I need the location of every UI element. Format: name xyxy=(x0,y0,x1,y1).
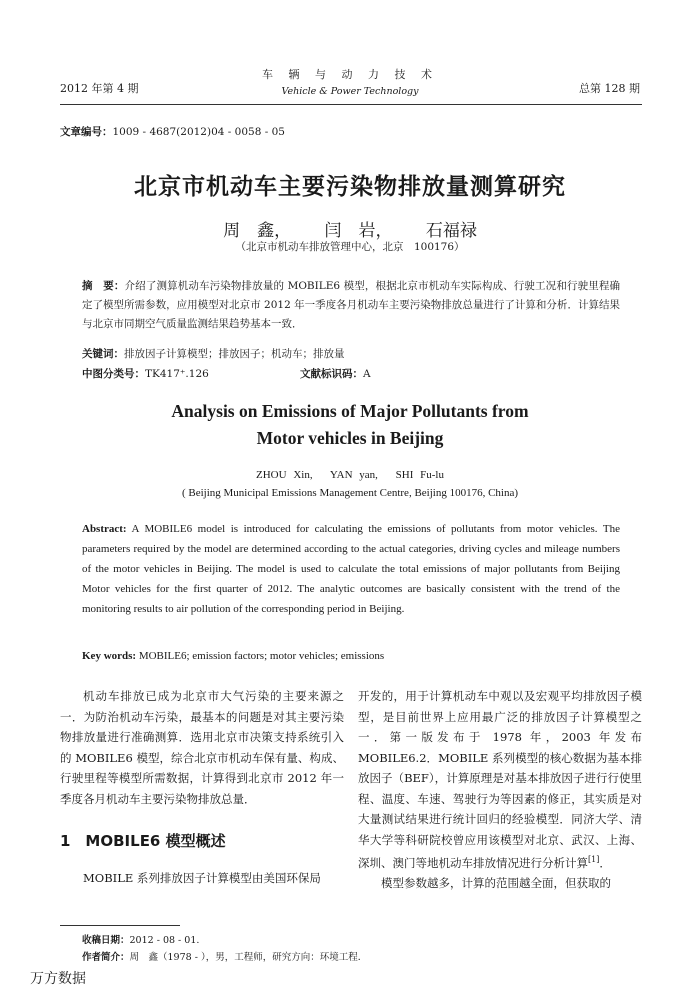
abstract-cn-label: 摘 要： xyxy=(82,280,125,292)
author-cn: 石福禄 xyxy=(425,221,477,241)
classification-value: TK417⁺.126 xyxy=(145,368,209,380)
abstract-cn-text: 介绍了测算机动车污染物排放量的 MOBILE6 模型，根据北京市机动车实际构成、行驶工况和行驶里程确定了模型所需参数，应用模型对北京市 2012 年一季度各月机动车主要污染物排放总量进行了计算和分析．计算结果与北京市同期空气质量监测结果趋势基本一致． xyxy=(82,280,620,330)
author-bio-label: 作者简介： xyxy=(82,952,130,963)
journal-title-en: Vehicle & Power Technology xyxy=(281,86,419,97)
abstract-en-label: Abstract: xyxy=(82,523,127,535)
journal-title-cn: 车 辆 与 动 力 技 术 xyxy=(262,68,438,81)
authors-cn xyxy=(0,216,700,241)
section-heading: 1 MOBILE6 模型概述 xyxy=(60,832,226,850)
citation-ref: [1] xyxy=(588,855,600,864)
footnote-received xyxy=(82,932,199,946)
keywords-cn-label: 关键词： xyxy=(82,348,124,360)
footnote-author xyxy=(82,949,367,963)
footnote-rule xyxy=(60,925,180,926)
abstract-en xyxy=(82,519,620,619)
author-bio: 周 鑫（1978 - ），男，工程师，研究方向：环境工程． xyxy=(129,952,368,963)
authors-en: ZHOU Xin, YAN yan, SHI Fu-lu xyxy=(256,469,444,481)
document-code-value: A xyxy=(363,368,371,380)
body-column-left xyxy=(60,686,344,888)
classification-label: 中图分类号： xyxy=(82,368,145,380)
body-text: 开发的，用于计算机动车中观以及宏观平均排放因子模型，是目前世界上应用最广泛的排放因子计算模型之一．第一版发布于 1978 年，2003 年发布 MOBILE6.2．MOBILE 系列模型的核心数据为基本排放因子（BEF），计算原理是对基本排放因子进行行使里程、温度、车速、驾驶行为等因素的修正，其实质是对大量测试结果进行统计回归的经验模型．同济大学、清华大学等科研院校曾应用该模型对北京、武汉、上海、深圳、澳门等地机动车排放情况进行分析计算 xyxy=(358,689,642,870)
paper-title-en-line: Motor vehicles in Beijing xyxy=(256,428,444,448)
keywords-en-label: Key words: xyxy=(82,650,137,662)
affiliation-en: ( Beijing Municipal Emissions Management Centre, Beijing 100176, China) xyxy=(181,487,519,499)
body-paragraph: 机动车排放已成为北京市大气污染的主要来源之一．为防治机动车污染，最基本的问题是对其主要污染物排放量进行准确测算．选用北京市决策支持系统引入的 MOBILE6 模型，综合北京市机动车保有量、构成、行驶里程等模型所需数据，计算得到北京市 2012 年一季度各月机动车主要污染物排放总量． xyxy=(60,689,344,806)
author-cn: 闫 岩， xyxy=(324,221,393,241)
received-label: 收稿日期： xyxy=(82,935,130,946)
keywords-en-text: MOBILE6; emission factors; motor vehicles; emissions xyxy=(136,650,385,662)
article-number-label: 文章编号： xyxy=(60,126,113,138)
affiliation-cn: （北京市机动车排放管理中心，北京 100176） xyxy=(235,241,465,253)
received-date: 2012 - 08 - 01. xyxy=(129,935,200,946)
paper-title-en-line: Analysis on Emissions of Major Pollutants from xyxy=(171,401,529,421)
watermark: 万方数据 xyxy=(30,971,86,987)
keywords-cn xyxy=(82,346,620,361)
body-paragraph xyxy=(358,686,642,873)
keywords-en xyxy=(82,650,620,662)
keywords-cn-text: 排放因子计算模型；排放因子；机动车；排放量 xyxy=(124,348,345,360)
body-paragraph: 模型参数越多，计算的范围越全面，但获取的 xyxy=(381,876,611,891)
document-code-label: 文献标识码： xyxy=(300,368,363,380)
header-total-issue: 总第 128 期 xyxy=(579,82,640,95)
article-number xyxy=(60,124,285,139)
classification-number xyxy=(82,366,209,381)
abstract-en-text: A MOBILE6 model is introduced for calculating the emissions of pollutants from motor vehicles. The parameters required by the model are determined according to the actual categories, driving cycles and mileage numbers of the motor vehicles in Beijing. The model is used to calculate the total emissions of major pollutants from Beijing Motor vehicles for the first quarter of 2012. The analytic outcomes are basically consistent with the trend of the monitoring results to air pollution of the corresponding period in Beijing. xyxy=(82,523,620,615)
paper-title-cn: 北京市机动车主要污染物排放量测算研究 xyxy=(134,174,566,200)
abstract-cn xyxy=(82,277,620,334)
body-column-right xyxy=(358,686,642,894)
paper-title-en xyxy=(0,398,700,452)
author-cn: 周 鑫， xyxy=(223,221,292,241)
body-paragraph: MOBILE 系列排放因子计算模型由美国环保局 xyxy=(83,870,321,885)
document-code xyxy=(300,366,371,381)
article-number-value: 1009 - 4687(2012)04 - 0058 - 05 xyxy=(112,126,285,138)
header-rule xyxy=(60,104,642,105)
body-text: ． xyxy=(599,855,611,870)
header-issue: 2012 年第 4 期 xyxy=(60,82,139,95)
